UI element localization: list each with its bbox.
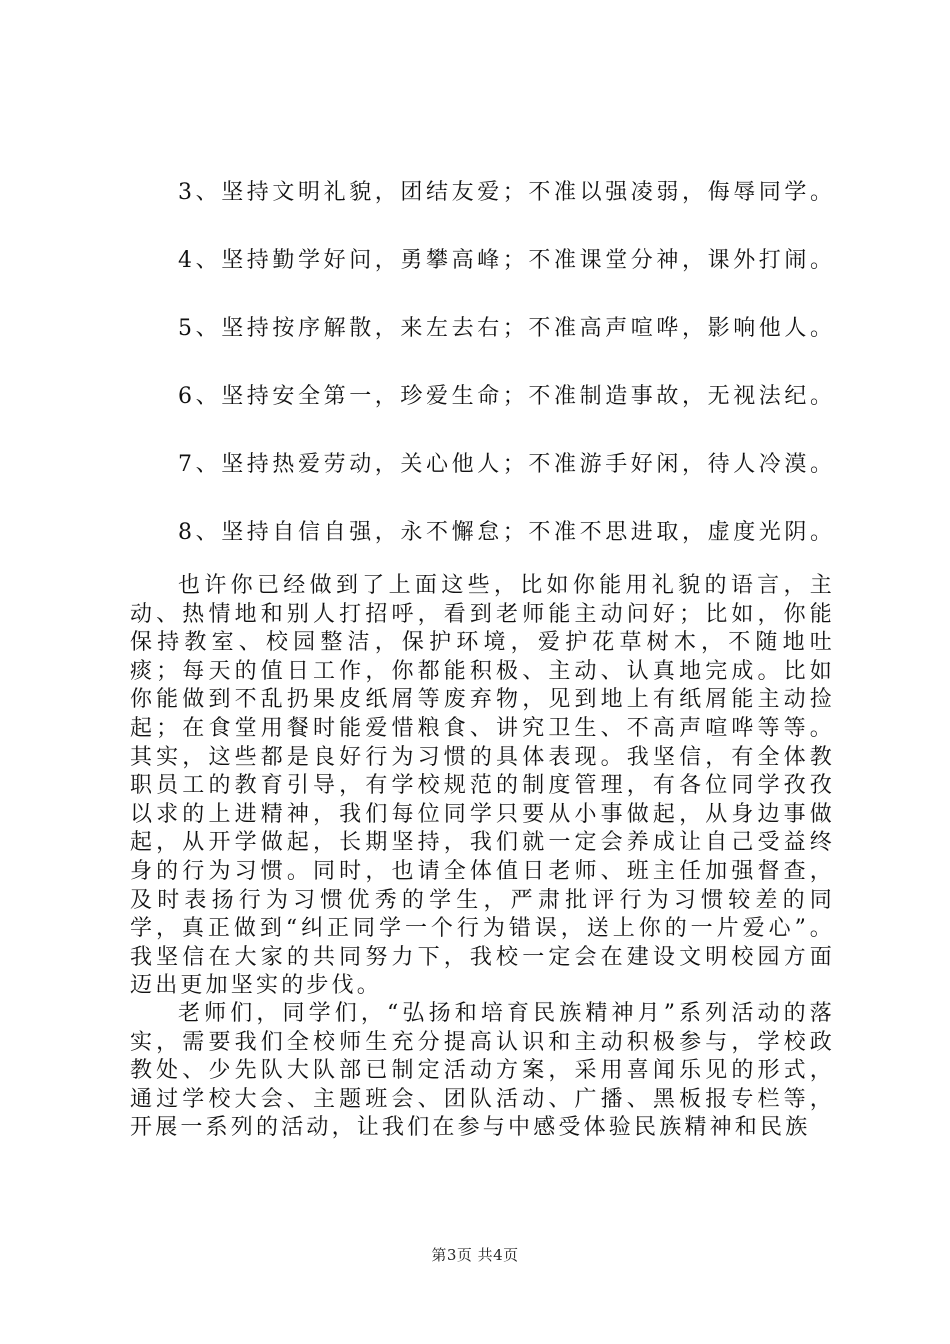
body-paragraph-activities: 老师们，同学们，“弘扬和培育民族精神月”系列活动的落实，需要我们全校师生充分提高认识和主动积极参与，学校政教处、少先队大队部已制定活动方案，采用喜闻乐见的形式，通过学校大会、主题班会、团队活动、广播、黑板报专栏等，开展一系列的活动，让我们在参与中感受体验民族精神和民族 bbox=[130, 1001, 835, 1141]
body-paragraph-habits: 也许你已经做到了上面这些，比如你能用礼貌的语言，主动、热情地和别人打招呼，看到老师能主动问好；比如，你能保持教室、校园整洁，保护环境，爱护花草树木，不随地吐痰；每天的值日工作，你都能积极、主动、认真地完成。比如你能做到不乱扔果皮纸屑等废弃物，见到地上有纸屑能主动捡起；在食堂用餐时能爱惜粮食、讲究卫生、不高声喧哗等等。其实，这些都是良好行为习惯的具体表现。我坚信，有全体教职员工的教育引导，有学校规范的制度管理，有各位同学孜孜以求的上进精神，我们每位同学只要从小事做起，从身边事做起，从开学做起，长期坚持，我们就一定会养成让自己受益终身的行为习惯。同时，也请全体值日老师、班主任加强督查，及时表扬行为习惯优秀的学生，严肃批评行为习惯较差的同学，真正做到“纠正同学一个行为错误，送上你的一片爱心”。我坚信在大家的共同努力下，我校一定会在建设文明校园方面迈出更加坚实的步伐。 bbox=[130, 573, 835, 999]
rule-item-7: 7、坚持热爱劳动，关心他人；不准游手好闲，待人冷漠。 bbox=[178, 452, 836, 477]
rule-item-8: 8、坚持自信自强，永不懈怠；不准不思进取，虚度光阴。 bbox=[178, 520, 836, 545]
rules-list bbox=[178, 178, 878, 586]
page-number-footer: 第3页 共4页 bbox=[431, 1246, 519, 1264]
rule-item-6: 6、坚持安全第一，珍爱生命；不准制造事故，无视法纪。 bbox=[178, 384, 836, 409]
rule-item-4: 4、坚持勤学好问，勇攀高峰；不准课堂分神，课外打闹。 bbox=[178, 248, 836, 273]
rule-item-3: 3、坚持文明礼貌，团结友爱；不准以强凌弱，侮辱同学。 bbox=[178, 180, 836, 205]
rule-item-5: 5、坚持按序解散，来左去右；不准高声喧哗，影响他人。 bbox=[178, 316, 836, 341]
